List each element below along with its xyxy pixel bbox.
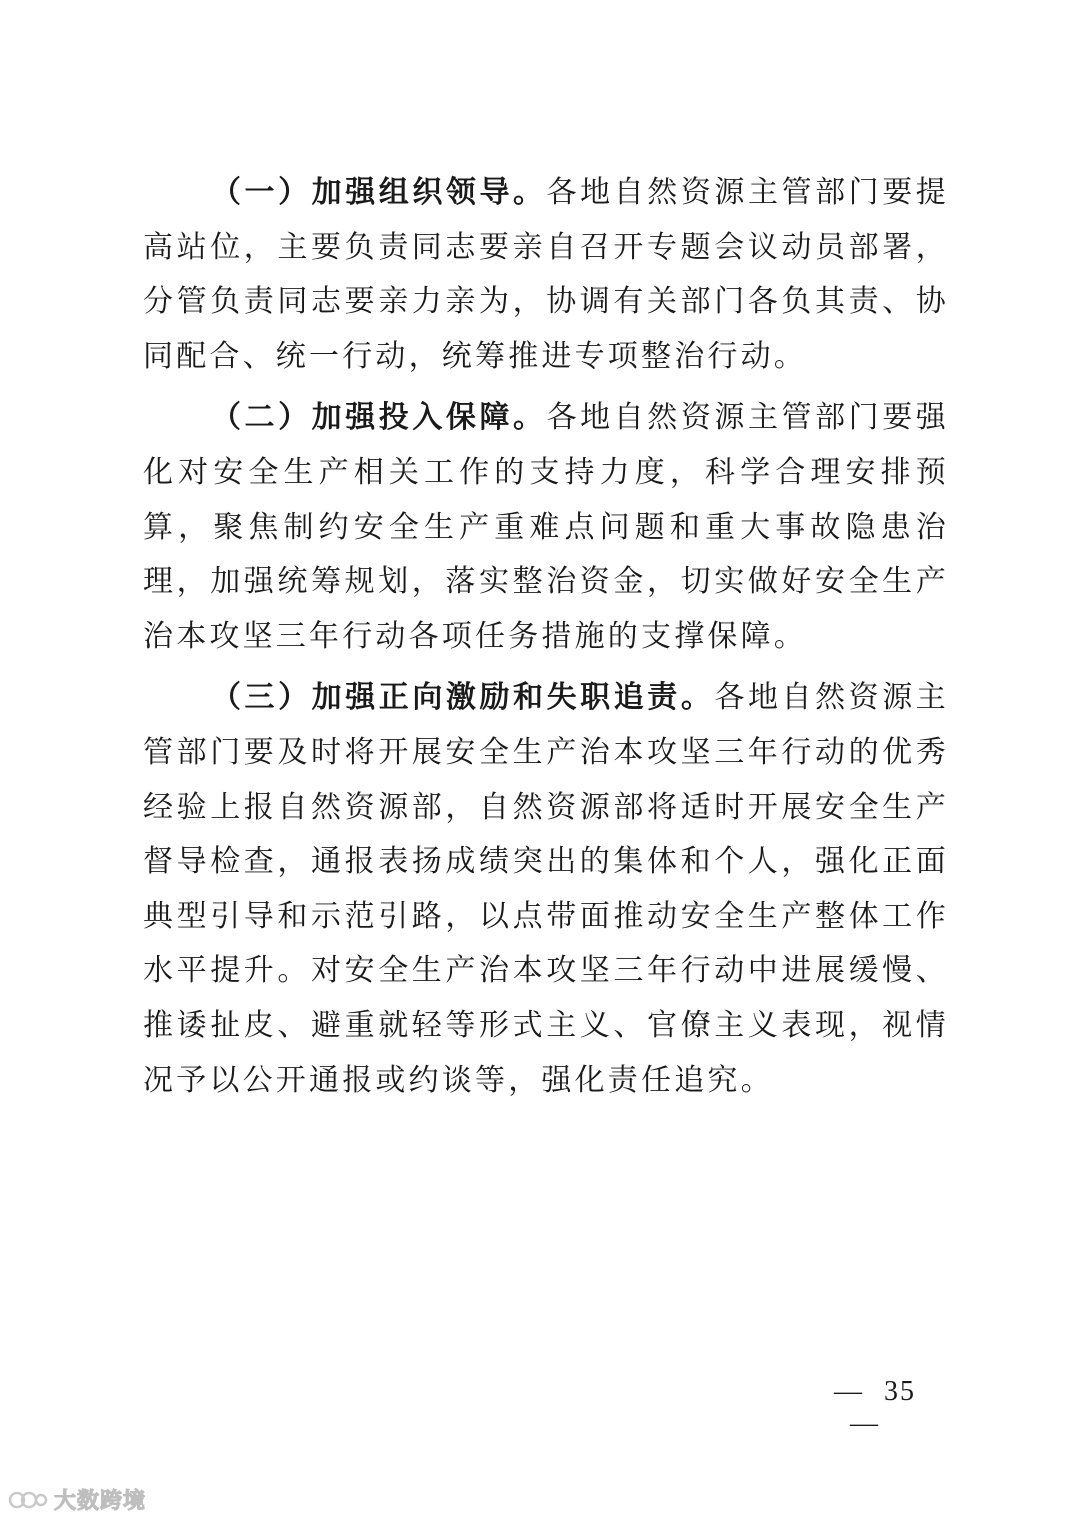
paragraph-2 — [143, 391, 949, 664]
brand-logo-icon — [8, 1487, 48, 1513]
watermark — [8, 1484, 146, 1515]
paragraph-3-text: 各地自然资源主管部门要及时将开展安全生产治本攻坚三年行动的优秀经验上报自然资源部，自然资源部将适时开展安全生产督导检查，通报表扬成绩突出的集体和个人，强化正面典型引导和示范引路，以点带面推动安全生产整体工作水平提升。对安全生产治本攻坚三年行动中进展缓慢、推诿扯皮、避重就轻等形式主义、官僚主义表现，视情况予以公开通报或约谈等，强化责任追究。 — [143, 680, 950, 1098]
paragraph-2-text: 各地自然资源主管部门要强化对安全生产相关工作的支持力度，科学合理安排预算，聚焦制约安全生产重难点问题和重大事故隐患治理，加强统筹规划，落实整治资金，切实做好安全生产治本攻坚三年行动各项任务措施的支撑保障。 — [143, 400, 950, 654]
paragraph-1 — [143, 166, 949, 384]
paragraph-3-heading: （三）加强正向激励和失职追责。 — [211, 680, 715, 716]
page-number-value: 35 — [884, 1376, 916, 1407]
document-body — [143, 166, 949, 1115]
watermark-text: 大数跨境 — [54, 1489, 147, 1514]
paragraph-1-text: 各地自然资源主管部门要提高站位，主要负责同志要亲自召开专题会议动员部署，分管负责同志要亲力亲为，协调有关部门各负其责、协同配合、统一行动，统筹推进专项整治行动。 — [143, 175, 950, 374]
page-number-dash-left: — — [834, 1376, 864, 1407]
paragraph-3 — [143, 671, 949, 1108]
paragraph-2-heading: （二）加强投入保障。 — [211, 400, 547, 436]
page-number — [780, 1376, 950, 1440]
paragraph-1-heading: （一）加强组织领导。 — [211, 175, 547, 210]
page-number-dash-right: — — [850, 1408, 880, 1439]
